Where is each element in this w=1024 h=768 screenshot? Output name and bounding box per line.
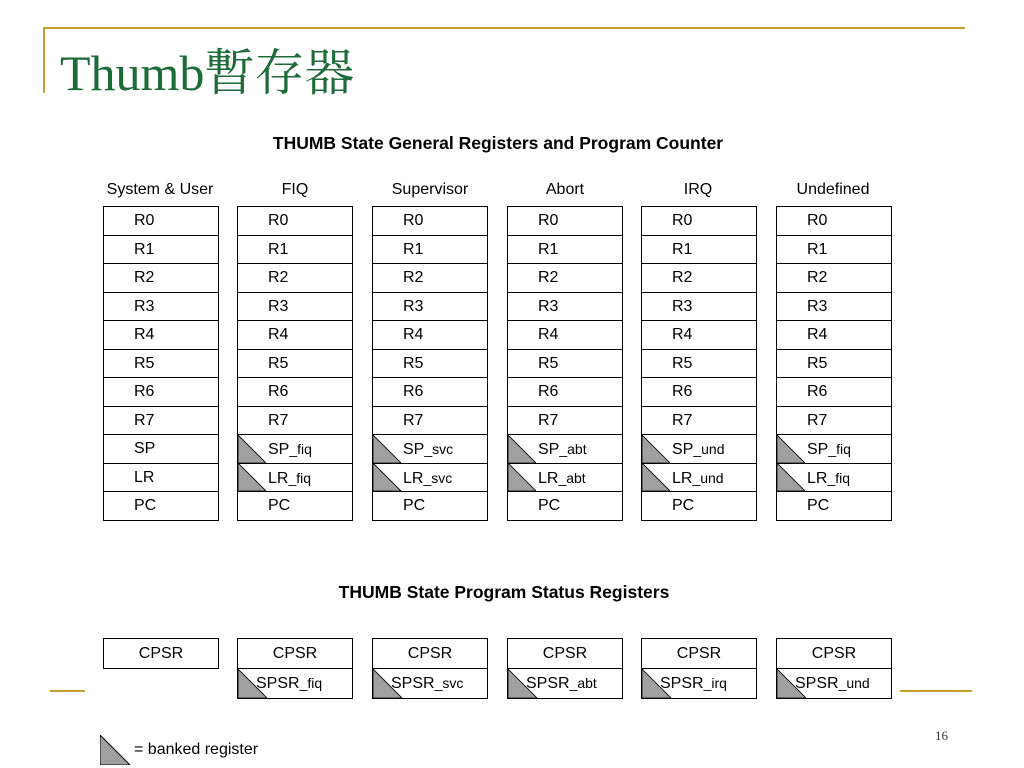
- register-name: R5: [538, 354, 559, 372]
- register-cell: [104, 236, 218, 265]
- register-name: R0: [268, 212, 289, 229]
- spsr-name: SPSR: [391, 675, 435, 692]
- register-cell: [373, 321, 487, 350]
- register-cell: [238, 407, 352, 436]
- register-cell: [777, 492, 891, 521]
- register-name: R3: [807, 297, 828, 315]
- register-name: R4: [807, 326, 828, 343]
- register-cell: [104, 407, 218, 436]
- register-cell: [104, 321, 218, 350]
- register-cell: [238, 492, 352, 521]
- register-cell: [642, 435, 756, 464]
- register-cell: [238, 207, 352, 236]
- status-register-column: [776, 638, 892, 699]
- register-mode-suffix: _abt: [558, 469, 586, 486]
- register-cell: [508, 492, 622, 521]
- column-label: System & User: [106, 181, 214, 198]
- cpsr-cell: CPSR: [104, 639, 218, 669]
- register-cell: [642, 293, 756, 322]
- accent-line-bottom-right: [900, 690, 972, 692]
- register-cell: [508, 464, 622, 493]
- heading-status-registers: THUMB State Program Status Registers: [338, 582, 670, 602]
- register-cell: [777, 207, 891, 236]
- register-name: R7: [134, 411, 155, 429]
- register-name: PC: [403, 497, 426, 514]
- register-name: R2: [268, 269, 289, 286]
- register-cell: [373, 207, 487, 236]
- register-name: PC: [134, 497, 157, 514]
- register-column: [372, 206, 488, 521]
- cpsr-cell: CPSR: [238, 639, 352, 669]
- register-name: R6: [672, 383, 693, 400]
- status-register-column: [103, 638, 219, 669]
- register-cell: [642, 264, 756, 293]
- register-cell: [642, 378, 756, 407]
- spsr-mode-suffix: _fiq: [299, 675, 323, 691]
- register-name: R6: [268, 383, 289, 400]
- status-register-column: [507, 638, 623, 699]
- column-label: Abort: [545, 181, 585, 198]
- register-cell: [508, 350, 622, 379]
- register-cell: [104, 350, 218, 379]
- register-name: R5: [807, 354, 828, 372]
- register-cell: [373, 492, 487, 521]
- register-name: R7: [538, 411, 559, 429]
- register-name: R6: [807, 383, 828, 400]
- register-cell: [373, 236, 487, 265]
- banked-register-marker-icon: [100, 735, 130, 765]
- register-name: R2: [538, 269, 559, 286]
- register-name: R0: [134, 212, 155, 229]
- spsr-mode-suffix: _und: [838, 675, 870, 691]
- spsr-cell: [777, 669, 891, 699]
- register-cell: [104, 207, 218, 236]
- register-cell: [104, 435, 218, 464]
- register-cell: [777, 407, 891, 436]
- register-cell: [642, 492, 756, 521]
- register-name: R7: [807, 411, 828, 429]
- register-name: LR: [807, 469, 828, 487]
- spsr-name: SPSR: [660, 675, 704, 692]
- register-cell: [373, 293, 487, 322]
- register-name: PC: [538, 497, 561, 514]
- status-register-column: [237, 638, 353, 699]
- register-name: R6: [403, 383, 424, 400]
- spsr-cell: [508, 669, 622, 699]
- column-label: Supervisor: [391, 181, 469, 198]
- accent-line-top: [43, 27, 965, 29]
- spsr-mode-suffix: _svc: [434, 675, 464, 691]
- register-cell: [373, 464, 487, 493]
- register-name: R3: [403, 297, 424, 315]
- accent-line-bottom-left: [50, 690, 85, 692]
- register-name: R4: [268, 326, 289, 343]
- register-cell: [508, 236, 622, 265]
- register-mode-suffix: _fiq: [828, 441, 851, 457]
- spsr-name: SPSR: [795, 675, 839, 692]
- register-name: SP: [268, 441, 290, 458]
- register-cell: [104, 464, 218, 493]
- register-name: R3: [538, 297, 559, 315]
- banked-register-marker-icon: [373, 669, 402, 698]
- banked-register-marker-icon: [373, 435, 401, 463]
- banked-register-marker-icon: [642, 435, 670, 463]
- register-name: R1: [134, 240, 155, 258]
- banked-register-marker-icon: [238, 435, 266, 463]
- register-cell: [238, 464, 352, 493]
- register-cell: [104, 264, 218, 293]
- register-cell: [777, 378, 891, 407]
- accent-line-vertical: [43, 27, 45, 93]
- register-name: PC: [672, 497, 695, 514]
- slide-title: Thumb暫存器: [60, 45, 355, 101]
- register-cell: [777, 435, 891, 464]
- register-cell: [777, 464, 891, 493]
- register-name: R1: [538, 240, 559, 258]
- cpsr-cell: CPSR: [642, 639, 756, 669]
- register-cell: [104, 378, 218, 407]
- cpsr-cell: CPSR: [373, 639, 487, 669]
- register-name: R7: [403, 411, 424, 429]
- register-cell: [104, 492, 218, 521]
- spsr-name: SPSR: [256, 675, 300, 692]
- register-column: [237, 206, 353, 521]
- banked-register-marker-icon: [642, 669, 671, 698]
- cpsr-cell: CPSR: [508, 639, 622, 669]
- heading-general-registers: THUMB State General Registers and Program Counter: [272, 133, 724, 153]
- register-name: R0: [538, 212, 559, 229]
- register-cell: [238, 321, 352, 350]
- register-column: [507, 206, 623, 521]
- register-cell: [238, 435, 352, 464]
- register-mode-suffix: _fiq: [827, 469, 851, 486]
- register-cell: [777, 321, 891, 350]
- register-name: R5: [268, 354, 289, 372]
- register-name: R2: [403, 269, 424, 286]
- register-name: R1: [268, 240, 289, 258]
- register-name: LR: [268, 469, 289, 487]
- register-name: LR: [134, 468, 155, 486]
- register-cell: [508, 378, 622, 407]
- banked-register-marker-icon: [642, 463, 670, 491]
- register-name: SP: [672, 441, 694, 458]
- spsr-mode-suffix: _abt: [569, 675, 597, 691]
- page-number: 16: [935, 728, 948, 743]
- register-name: SP: [134, 440, 156, 457]
- banked-register-marker-icon: [238, 669, 267, 698]
- register-cell: [642, 236, 756, 265]
- register-name: R7: [268, 411, 289, 429]
- register-mode-suffix: _und: [693, 441, 725, 457]
- register-name: R4: [403, 326, 424, 343]
- spsr-cell: [238, 669, 352, 699]
- register-cell: [508, 321, 622, 350]
- banked-register-marker-icon: [508, 669, 537, 698]
- register-name: R2: [134, 269, 155, 286]
- register-name: PC: [268, 497, 291, 514]
- register-cell: [642, 207, 756, 236]
- banked-register-marker-icon: [777, 435, 805, 463]
- register-cell: [373, 264, 487, 293]
- register-mode-suffix: _und: [692, 469, 724, 486]
- register-name: PC: [807, 497, 830, 514]
- register-cell: [642, 350, 756, 379]
- status-register-column: [641, 638, 757, 699]
- column-label: Undefined: [796, 181, 870, 198]
- register-name: LR: [403, 469, 424, 487]
- register-name: R1: [403, 240, 424, 258]
- register-name: R3: [672, 297, 693, 315]
- register-cell: [373, 407, 487, 436]
- register-column: [641, 206, 757, 521]
- register-column: [776, 206, 892, 521]
- register-cell: [373, 350, 487, 379]
- register-name: SP: [807, 441, 829, 458]
- register-mode-suffix: _abt: [559, 441, 587, 457]
- register-name: R5: [403, 354, 424, 372]
- register-cell: [373, 435, 487, 464]
- register-mode-suffix: _fiq: [288, 469, 312, 486]
- register-cell: [777, 350, 891, 379]
- spsr-mode-suffix: _irq: [703, 675, 727, 691]
- register-mode-suffix: _svc: [424, 441, 454, 457]
- column-label: FIQ: [281, 181, 309, 198]
- register-cell: [508, 207, 622, 236]
- register-name: R0: [672, 212, 693, 229]
- register-name: R6: [134, 383, 155, 400]
- register-name: R3: [134, 297, 155, 315]
- register-cell: [238, 350, 352, 379]
- status-register-column: [372, 638, 488, 699]
- register-cell: [777, 264, 891, 293]
- banked-register-marker-icon: [238, 463, 266, 491]
- spsr-cell: [642, 669, 756, 699]
- register-cell: [777, 236, 891, 265]
- register-column: [103, 206, 219, 521]
- register-cell: [642, 321, 756, 350]
- register-name: R1: [672, 240, 693, 258]
- register-name: R0: [807, 212, 828, 229]
- register-name: LR: [672, 469, 693, 487]
- register-cell: [104, 293, 218, 322]
- banked-register-marker-icon: [508, 463, 536, 491]
- register-cell: [238, 293, 352, 322]
- register-name: R0: [403, 212, 424, 229]
- column-label: IRQ: [683, 181, 713, 198]
- register-name: R2: [807, 269, 828, 286]
- register-name: R5: [134, 354, 155, 372]
- register-cell: [508, 407, 622, 436]
- register-name: R4: [672, 326, 693, 343]
- cpsr-cell: CPSR: [777, 639, 891, 669]
- spsr-name: SPSR: [526, 675, 570, 692]
- register-cell: [238, 264, 352, 293]
- register-name: R1: [807, 240, 828, 258]
- banked-register-marker-icon: [777, 669, 806, 698]
- banked-register-marker-icon: [777, 463, 805, 491]
- register-cell: [777, 293, 891, 322]
- register-cell: [508, 293, 622, 322]
- register-cell: [642, 407, 756, 436]
- register-name: R7: [672, 411, 693, 429]
- register-name: R5: [672, 354, 693, 372]
- banked-register-marker-icon: [373, 463, 401, 491]
- register-cell: [508, 264, 622, 293]
- register-name: R2: [672, 269, 693, 286]
- register-name: R3: [268, 297, 289, 315]
- register-cell: [642, 464, 756, 493]
- register-mode-suffix: _svc: [423, 469, 453, 486]
- register-mode-suffix: _fiq: [289, 441, 312, 457]
- register-name: R4: [134, 326, 155, 343]
- legend-text: = banked register: [134, 741, 259, 758]
- banked-register-marker-icon: [508, 435, 536, 463]
- spsr-cell: [373, 669, 487, 699]
- register-cell: [373, 378, 487, 407]
- register-cell: [238, 378, 352, 407]
- register-name: R6: [538, 383, 559, 400]
- register-cell: [238, 236, 352, 265]
- register-cell: [508, 435, 622, 464]
- register-name: SP: [538, 441, 560, 458]
- register-name: LR: [538, 469, 559, 487]
- register-name: R4: [538, 326, 559, 343]
- register-name: SP: [403, 441, 425, 458]
